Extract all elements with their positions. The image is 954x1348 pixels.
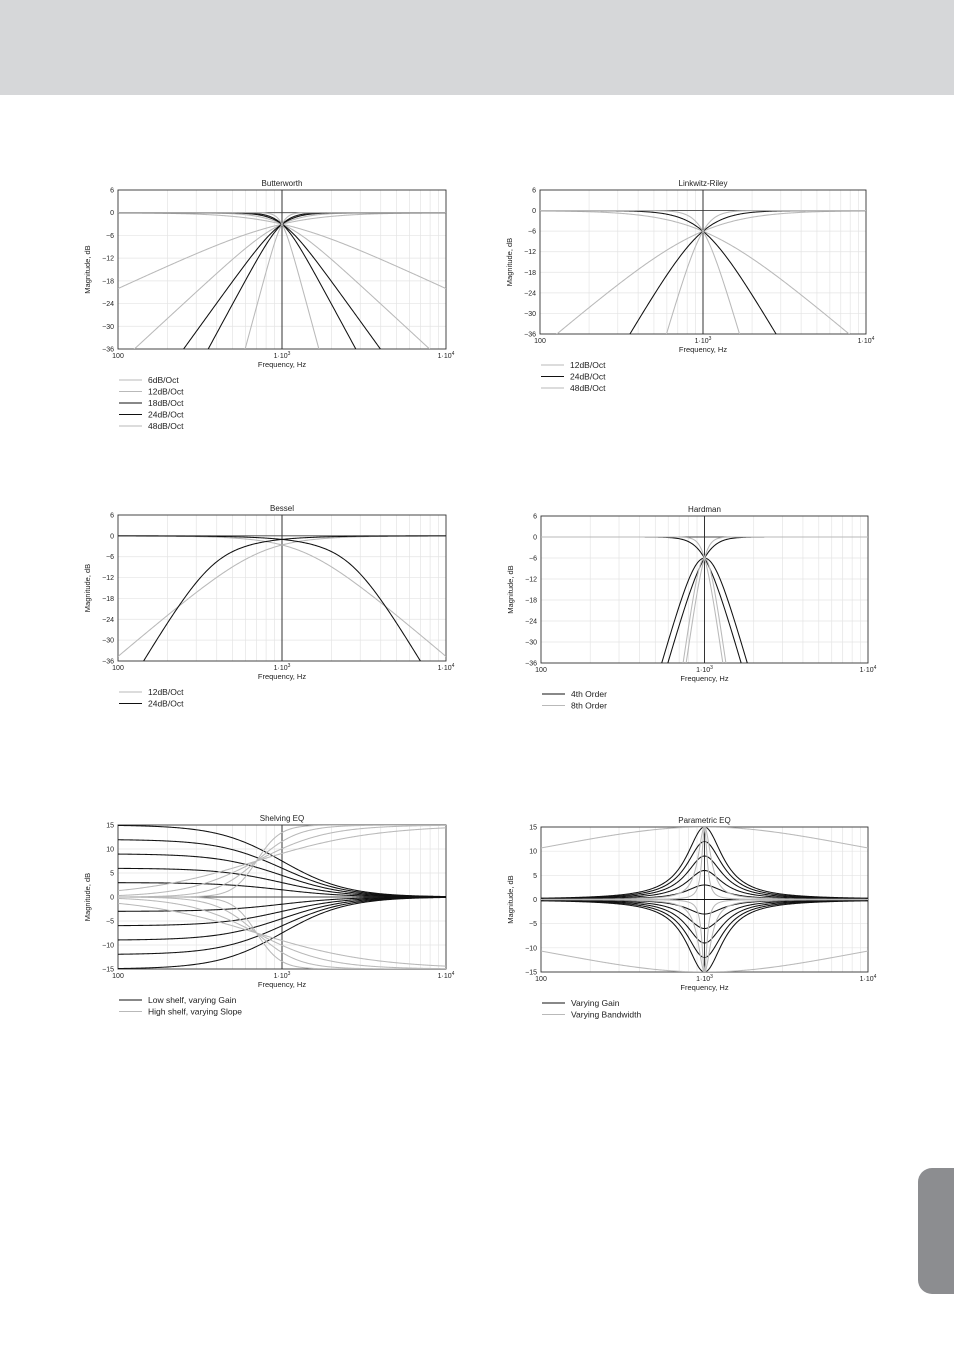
y-tick-label: 10 xyxy=(529,848,537,856)
y-tick-label: −36 xyxy=(524,331,536,339)
x-tick-label: 100 xyxy=(112,665,124,672)
legend-label: 24dB/Oct xyxy=(148,698,184,709)
legend-label: High shelf, varying Slope xyxy=(148,1006,243,1017)
y-tick-label: 15 xyxy=(106,822,114,830)
x-tick-label: $1\cdot 10^4$ xyxy=(859,974,877,983)
x-tick-label: $1\cdot 10^3$ xyxy=(273,971,291,980)
y-tick-label: −24 xyxy=(524,290,536,298)
y-tick-label: −30 xyxy=(524,310,536,318)
x-tick-label: $1\cdot 10^3$ xyxy=(696,665,713,674)
y-tick-label: −30 xyxy=(525,639,537,647)
x-tick-label: 100 xyxy=(112,353,124,360)
legend-label: 8th Order xyxy=(571,700,607,711)
y-tick-label: −12 xyxy=(102,255,114,263)
y-tick-label: −30 xyxy=(102,637,114,645)
x-axis-label: Frequency, Hz xyxy=(678,345,728,354)
x-tick-label: $1\cdot 10^4$ xyxy=(437,351,455,360)
y-axis-label: Magnitude, dB xyxy=(506,565,515,614)
y-tick-label: −24 xyxy=(525,618,537,626)
x-axis-label: Frequency, Hz xyxy=(257,672,307,681)
x-tick-label: $1\cdot 10^3$ xyxy=(696,974,713,983)
legend-label: 6dB/Oct xyxy=(148,375,179,385)
y-axis-label: Magnitude, dB xyxy=(506,875,515,924)
y-tick-label: −5 xyxy=(529,921,537,929)
y-tick-label: −12 xyxy=(102,575,114,583)
y-tick-label: −12 xyxy=(524,249,536,257)
y-axis-label: Magnitude, dB xyxy=(83,245,92,294)
x-tick-label: $1\cdot 10^3$ xyxy=(273,351,291,360)
y-tick-label: 0 xyxy=(532,208,536,216)
y-tick-label: 0 xyxy=(110,533,114,541)
y-axis-label: Magnitude, dB xyxy=(505,237,514,287)
y-tick-label: −15 xyxy=(525,969,537,977)
x-tick-label: 100 xyxy=(534,338,546,345)
y-tick-label: −18 xyxy=(102,595,114,603)
legend-label: 48dB/Oct xyxy=(148,421,184,431)
y-tick-label: −10 xyxy=(102,942,114,950)
y-tick-label: −6 xyxy=(528,228,536,236)
y-tick-label: −24 xyxy=(102,301,114,309)
y-tick-label: −36 xyxy=(102,346,114,354)
y-tick-label: −15 xyxy=(102,966,114,974)
legend-label: 12dB/Oct xyxy=(148,687,184,697)
legend-label: Low shelf, varying Gain xyxy=(148,995,237,1005)
y-tick-label: −12 xyxy=(525,576,537,584)
y-tick-label: 0 xyxy=(533,534,537,542)
x-tick-label: 100 xyxy=(535,976,547,983)
legend-label: 18dB/Oct xyxy=(148,398,184,408)
y-tick-label: −10 xyxy=(525,945,537,953)
x-tick-label: 100 xyxy=(535,667,547,674)
legend-label: 12dB/Oct xyxy=(148,386,184,397)
legend-label: 4th Order xyxy=(571,689,607,699)
legend xyxy=(542,998,642,1020)
x-tick-label: $1\cdot 10^3$ xyxy=(694,336,712,345)
y-tick-label: 0 xyxy=(110,210,114,218)
y-tick-label: 5 xyxy=(110,870,114,878)
y-tick-label: 6 xyxy=(110,512,114,520)
x-tick-label: 100 xyxy=(112,973,124,980)
chart-title: Linkwitz-Riley xyxy=(678,179,728,188)
y-tick-label: −6 xyxy=(106,554,114,562)
y-tick-label: −6 xyxy=(106,232,114,240)
y-tick-label: 10 xyxy=(106,846,114,854)
x-axis-label: Frequency, Hz xyxy=(680,983,729,992)
y-tick-label: −6 xyxy=(529,555,537,563)
legend-label: 24dB/Oct xyxy=(148,409,184,420)
x-tick-label: $1\cdot 10^4$ xyxy=(857,336,875,345)
y-tick-label: 6 xyxy=(533,513,537,521)
y-tick-label: −18 xyxy=(525,597,537,605)
x-axis-label: Frequency, Hz xyxy=(257,980,307,989)
x-axis-label: Frequency, Hz xyxy=(680,674,729,683)
y-axis-label: Magnitude, dB xyxy=(83,872,92,922)
y-tick-label: 15 xyxy=(529,824,537,832)
x-tick-label: $1\cdot 10^4$ xyxy=(437,663,455,672)
x-axis-label: Frequency, Hz xyxy=(257,360,307,369)
x-tick-label: $1\cdot 10^4$ xyxy=(859,665,877,674)
y-tick-label: −18 xyxy=(524,269,536,277)
y-axis-label: Magnitude, dB xyxy=(83,563,92,613)
chart-title: Bessel xyxy=(269,504,295,513)
x-tick-label: $1\cdot 10^3$ xyxy=(273,663,291,672)
legend-label: 24dB/Oct xyxy=(570,371,606,382)
y-tick-label: 6 xyxy=(110,187,114,195)
chart-title: Shelving EQ xyxy=(259,814,305,823)
y-tick-label: 0 xyxy=(533,897,537,904)
y-tick-label: 6 xyxy=(532,187,536,195)
y-tick-label: 0 xyxy=(110,894,114,902)
y-tick-label: −24 xyxy=(102,616,114,624)
chart-title: Parametric EQ xyxy=(678,816,731,825)
legend-label: 48dB/Oct xyxy=(570,383,606,393)
legend-label: Varying Bandwidth xyxy=(571,1009,642,1020)
legend-label: 12dB/Oct xyxy=(570,360,606,370)
chart-title: Hardman xyxy=(688,505,721,514)
x-tick-label: $1\cdot 10^4$ xyxy=(437,971,455,980)
y-tick-label: 5 xyxy=(533,872,537,880)
y-tick-label: −18 xyxy=(102,278,114,286)
y-tick-label: −36 xyxy=(525,660,537,668)
y-tick-label: −30 xyxy=(102,323,114,331)
chart-title: Butterworth xyxy=(261,179,303,188)
y-tick-label: −5 xyxy=(106,918,114,926)
legend-label: Varying Gain xyxy=(571,998,620,1008)
y-tick-label: −36 xyxy=(102,658,114,666)
